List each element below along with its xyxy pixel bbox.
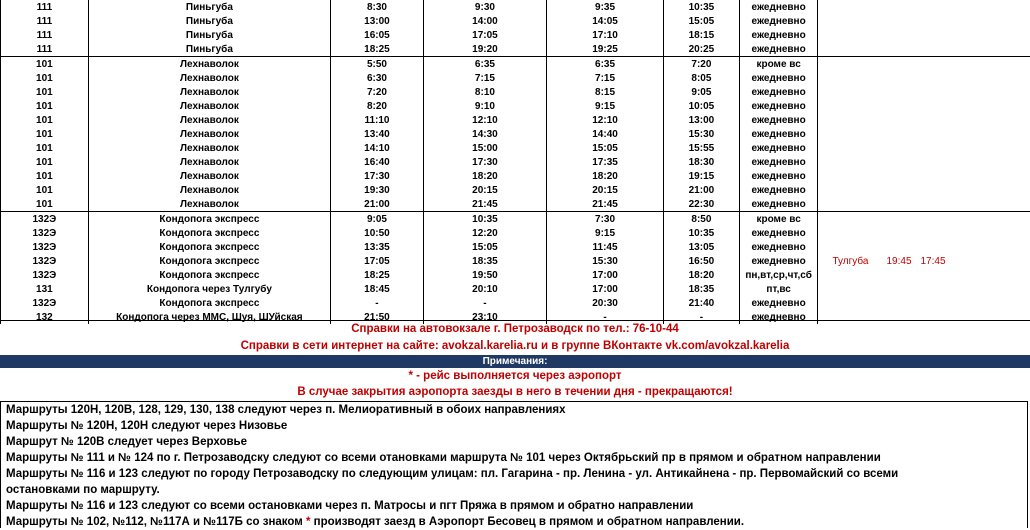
cell-time: 7:15	[423, 71, 546, 85]
cell-time: 7:20	[664, 57, 740, 72]
cell-destination: Лехнаволок	[88, 57, 330, 72]
cell-time: 21:45	[547, 197, 664, 212]
schedule-table-body	[1, 0, 1030, 324]
star-marker: *	[306, 516, 310, 528]
cell-days: кроме вс	[739, 212, 818, 227]
cell-time: -	[423, 296, 546, 310]
cell-days: ежедневно	[739, 42, 818, 57]
info-web: Справки в сети интернет на сайте: avokzal.karelia.ru и в группе ВКонтакте vk.com/avokzal.karelia	[0, 339, 1030, 354]
cell-route: 111	[1, 28, 89, 42]
cell-time: 18:25	[331, 268, 424, 282]
table-row	[1, 282, 1030, 296]
cell-time: 10:05	[664, 99, 740, 113]
note-line: Маршрут № 120В следует через Верховье	[6, 434, 247, 450]
note-line: Маршруты № 111 и № 124 по г. Петрозаводску следуют со всеми отановками маршрута № 101 через Октябрьский пр в прямом и обратном направлении	[6, 450, 881, 466]
cell-time: 6:30	[331, 71, 424, 85]
cell-days: ежедневно	[739, 183, 818, 197]
cell-time: 8:15	[547, 85, 664, 99]
note-line: остановками по маршруту.	[6, 482, 160, 498]
cell-time: 20:30	[547, 296, 664, 310]
cell-time: 20:15	[423, 183, 546, 197]
cell-extra	[818, 183, 1030, 197]
cell-time: 17:00	[547, 268, 664, 282]
cell-extra	[818, 42, 1030, 57]
cell-time: 10:35	[664, 0, 740, 14]
cell-time: 20:10	[423, 282, 546, 296]
cell-destination: Кондопога экспресс	[88, 212, 330, 227]
cell-time: 9:35	[547, 0, 664, 14]
cell-days: ежедневно	[739, 28, 818, 42]
cell-extra	[818, 127, 1030, 141]
cell-route: 101	[1, 141, 89, 155]
cell-time: 17:00	[547, 282, 664, 296]
cell-days: кроме вс	[739, 57, 818, 72]
cell-time: 8:05	[664, 71, 740, 85]
cell-time: 17:35	[547, 155, 664, 169]
cell-destination: Лехнаволок	[88, 85, 330, 99]
cell-time: 21:00	[664, 183, 740, 197]
cell-days: ежедневно	[739, 310, 818, 324]
cell-days: ежедневно	[739, 71, 818, 85]
cell-time: 17:30	[423, 155, 546, 169]
note-line: Маршруты 120Н, 120В, 128, 129, 130, 138 следуют через п. Мелиоративный в обоих направлениях	[6, 402, 566, 418]
cell-route: 101	[1, 99, 89, 113]
cell-time: 22:30	[664, 197, 740, 212]
cell-time: 13:00	[331, 14, 424, 28]
cell-route: 111	[1, 14, 89, 28]
cell-time: 15:30	[547, 254, 664, 268]
cell-extra	[818, 85, 1030, 99]
cell-time: 18:35	[664, 282, 740, 296]
cell-time: 8:50	[664, 212, 740, 227]
cell-extra	[818, 14, 1030, 28]
cell-extra	[818, 268, 1030, 282]
cell-days: ежедневно	[739, 85, 818, 99]
cell-time: 14:40	[547, 127, 664, 141]
cell-destination: Лехнаволок	[88, 141, 330, 155]
cell-time: 9:05	[331, 212, 424, 227]
cell-time: 21:45	[423, 197, 546, 212]
cell-days: ежедневно	[739, 197, 818, 212]
cell-time: 13:40	[331, 127, 424, 141]
cell-route: 101	[1, 183, 89, 197]
cell-route: 101	[1, 127, 89, 141]
cell-time: 14:00	[423, 14, 546, 28]
cell-extra	[818, 57, 1030, 72]
table-row	[1, 268, 1030, 282]
cell-time: 21:50	[331, 310, 424, 324]
cell-time: 18:30	[664, 155, 740, 169]
extra-value: 17:45	[920, 255, 945, 268]
cell-days: ежедневно	[739, 226, 818, 240]
table-row	[1, 113, 1030, 127]
cell-time: 10:35	[664, 226, 740, 240]
cell-time: -	[331, 296, 424, 310]
cell-destination: Кондопога экспресс	[88, 240, 330, 254]
info-phone: Справки на автовокзале г. Петрозаводск по тел.: 76-10-44	[0, 322, 1030, 337]
cell-destination: Кондопога через ММС, Шуя, ШУйская	[88, 310, 330, 324]
cell-time: 10:35	[423, 212, 546, 227]
table-row	[1, 57, 1030, 72]
cell-route: 101	[1, 113, 89, 127]
note-airport-closure: В случае закрытия аэропорта заезды в него в течении дня - прекращаются!	[0, 385, 1030, 400]
cell-extra	[818, 99, 1030, 113]
cell-route: 132Э	[1, 268, 89, 282]
note-line: Маршруты № 120Н, 120Н следуют через Низовье	[6, 418, 287, 434]
cell-time: 12:20	[423, 226, 546, 240]
cell-route: 132Э	[1, 240, 89, 254]
cell-time: 13:05	[664, 240, 740, 254]
cell-time: 12:10	[547, 113, 664, 127]
table-row	[1, 296, 1030, 310]
cell-time: 9:10	[423, 99, 546, 113]
table-row	[1, 183, 1030, 197]
cell-time: 15:05	[664, 14, 740, 28]
cell-time: 7:20	[331, 85, 424, 99]
cell-time: 19:50	[423, 268, 546, 282]
cell-route: 132Э	[1, 212, 89, 227]
cell-time: 9:05	[664, 85, 740, 99]
cell-time: 18:20	[664, 268, 740, 282]
cell-route: 131	[1, 282, 89, 296]
cell-days: ежедневно	[739, 0, 818, 14]
table-row	[1, 71, 1030, 85]
cell-days: ежедневно	[739, 240, 818, 254]
table-row	[1, 169, 1030, 183]
cell-time: 21:40	[664, 296, 740, 310]
cell-time: 9:15	[547, 226, 664, 240]
cell-destination: Кондопога экспресс	[88, 268, 330, 282]
cell-time: 6:35	[547, 57, 664, 72]
cell-destination: Кондопога экспресс	[88, 226, 330, 240]
cell-extra	[818, 28, 1030, 42]
cell-time: 14:05	[547, 14, 664, 28]
note-line: Маршруты № 116 и 123 следуют со всеми остановками через п. Матросы и пгт Пряжа в прямом и обратно направлении	[6, 498, 693, 514]
cell-days: пн,вт,ср,чт,сб	[739, 268, 818, 282]
cell-destination: Лехнаволок	[88, 183, 330, 197]
cell-time: 19:15	[664, 169, 740, 183]
note-text: производят заезд в Аэропорт Бесовец в прямом и обратном направлении.	[310, 516, 744, 528]
cell-time: -	[547, 310, 664, 324]
cell-extra	[818, 240, 1030, 254]
note-line: Маршруты № 116 и 123 следуют по городу Петрозаводску по следующим улицам: пл. Гагарина - пр. Ленина - ул. Антикайнена - пр. Первомайский со всеми	[6, 466, 898, 482]
cell-destination: Лехнаволок	[88, 155, 330, 169]
cell-time: 18:20	[423, 169, 546, 183]
table-row	[1, 141, 1030, 155]
table-row	[1, 212, 1030, 227]
cell-days: ежедневно	[739, 169, 818, 183]
cell-time: 18:35	[423, 254, 546, 268]
table-row	[1, 197, 1030, 212]
cell-destination: Кондопога экспресс	[88, 296, 330, 310]
cell-time: 19:20	[423, 42, 546, 57]
cell-days: пт,вс	[739, 282, 818, 296]
cell-destination: Лехнаволок	[88, 113, 330, 127]
cell-time: 13:00	[664, 113, 740, 127]
cell-extra	[818, 71, 1030, 85]
cell-time: 5:50	[331, 57, 424, 72]
cell-extra	[818, 113, 1030, 127]
note-text: Маршруты № 102, №112, №117А и №117Б со знаком	[6, 516, 306, 528]
cell-time: 14:10	[331, 141, 424, 155]
cell-time: 12:10	[423, 113, 546, 127]
cell-time: 23:10	[423, 310, 546, 324]
cell-time: 21:00	[331, 197, 424, 212]
cell-extra	[818, 226, 1030, 240]
cell-extra	[818, 155, 1030, 169]
cell-time: -	[664, 310, 740, 324]
cell-time: 15:30	[664, 127, 740, 141]
cell-time: 7:15	[547, 71, 664, 85]
cell-extra	[818, 212, 1030, 227]
note-airport-star: * - рейс выполняется через аэропорт	[0, 369, 1030, 384]
cell-route: 101	[1, 57, 89, 72]
cell-route: 132Э	[1, 296, 89, 310]
cell-destination: Лехнаволок	[88, 99, 330, 113]
cell-days: ежедневно	[739, 14, 818, 28]
cell-route: 132	[1, 310, 89, 324]
cell-time: 11:10	[331, 113, 424, 127]
cell-route: 101	[1, 197, 89, 212]
cell-route: 101	[1, 85, 89, 99]
cell-days: ежедневно	[739, 113, 818, 127]
cell-destination: Пиньгуба	[88, 0, 330, 14]
cell-time: 15:00	[423, 141, 546, 155]
cell-route: 132Э	[1, 226, 89, 240]
cell-time: 18:20	[547, 169, 664, 183]
cell-route: 132Э	[1, 254, 89, 268]
cell-time: 6:35	[423, 57, 546, 72]
cell-time: 7:30	[547, 212, 664, 227]
cell-destination: Лехнаволок	[88, 71, 330, 85]
cell-route: 101	[1, 155, 89, 169]
cell-time: 8:10	[423, 85, 546, 99]
cell-destination: Кондопога экспресс	[88, 254, 330, 268]
cell-time: 20:25	[664, 42, 740, 57]
cell-time: 17:30	[331, 169, 424, 183]
extra-value: 19:45	[886, 255, 920, 268]
cell-extra	[818, 254, 1030, 268]
cell-time: 16:50	[664, 254, 740, 268]
cell-time: 8:20	[331, 99, 424, 113]
table-row	[1, 240, 1030, 254]
cell-extra	[818, 197, 1030, 212]
cell-route: 101	[1, 169, 89, 183]
extra-value: Тулгуба	[832, 255, 886, 268]
cell-days: ежедневно	[739, 254, 818, 268]
cell-time: 13:35	[331, 240, 424, 254]
cell-time: 16:05	[331, 28, 424, 42]
table-row	[1, 254, 1030, 268]
cell-time: 8:30	[331, 0, 424, 14]
table-row	[1, 0, 1030, 14]
cell-time: 15:05	[547, 141, 664, 155]
table-row	[1, 226, 1030, 240]
cell-destination: Пиньгуба	[88, 42, 330, 57]
cell-time: 18:25	[331, 42, 424, 57]
cell-time: 16:40	[331, 155, 424, 169]
cell-route: 101	[1, 71, 89, 85]
cell-time: 17:05	[331, 254, 424, 268]
cell-days: ежедневно	[739, 155, 818, 169]
cell-extra	[818, 296, 1030, 310]
cell-extra	[818, 169, 1030, 183]
cell-time: 10:50	[331, 226, 424, 240]
cell-time: 19:30	[331, 183, 424, 197]
cell-extra	[818, 282, 1030, 296]
cell-time: 9:15	[547, 99, 664, 113]
cell-days: ежедневно	[739, 127, 818, 141]
table-row	[1, 42, 1030, 57]
table-row	[1, 85, 1030, 99]
cell-destination: Лехнаволок	[88, 127, 330, 141]
cell-route: 111	[1, 42, 89, 57]
cell-time: 20:15	[547, 183, 664, 197]
cell-extra	[818, 0, 1030, 14]
table-row	[1, 28, 1030, 42]
cell-days: ежедневно	[739, 99, 818, 113]
table-row	[1, 127, 1030, 141]
cell-destination: Пиньгуба	[88, 28, 330, 42]
cell-time: 18:15	[664, 28, 740, 42]
table-row	[1, 14, 1030, 28]
cell-time: 14:30	[423, 127, 546, 141]
cell-days: ежедневно	[739, 141, 818, 155]
cell-time: 18:45	[331, 282, 424, 296]
cell-destination: Лехнаволок	[88, 169, 330, 183]
cell-extra	[818, 141, 1030, 155]
notes-header: Примечания:	[0, 355, 1030, 368]
cell-time: 19:25	[547, 42, 664, 57]
cell-time: 9:30	[423, 0, 546, 14]
cell-time: 17:10	[547, 28, 664, 42]
route-notes	[0, 401, 1028, 528]
cell-time: 11:45	[547, 240, 664, 254]
cell-destination: Лехнаволок	[88, 197, 330, 212]
divider	[0, 320, 1030, 321]
cell-destination: Пиньгуба	[88, 14, 330, 28]
table-row	[1, 99, 1030, 113]
cell-time: 17:05	[423, 28, 546, 42]
cell-route: 111	[1, 0, 89, 14]
cell-time: 15:05	[423, 240, 546, 254]
cell-destination: Кондопога через Тулгубу	[88, 282, 330, 296]
cell-time: 15:55	[664, 141, 740, 155]
cell-days: ежедневно	[739, 296, 818, 310]
table-row	[1, 155, 1030, 169]
